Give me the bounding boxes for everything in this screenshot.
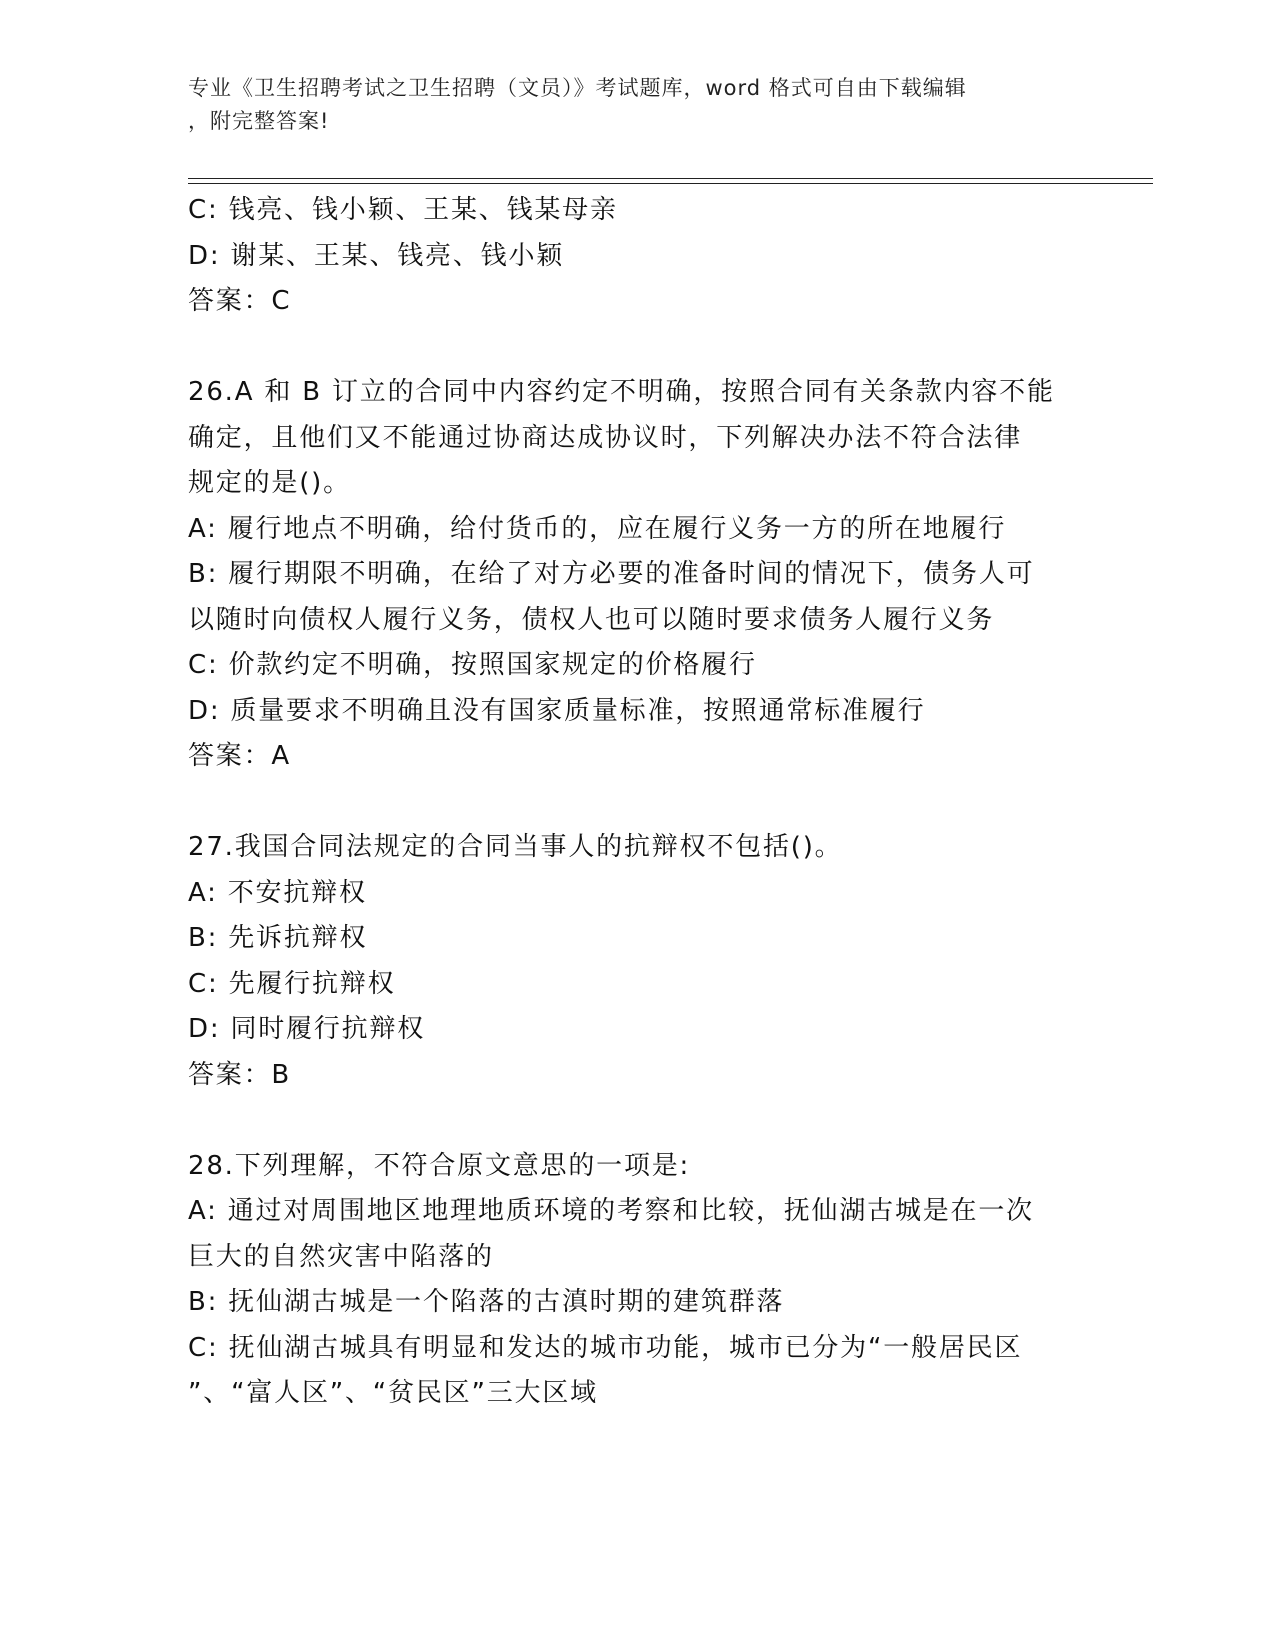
header-title-line1: 专业《卫生招聘考试之卫生招聘（文员）》考试题库，word 格式可自由下载编辑: [188, 76, 967, 100]
header-divider-top: [188, 178, 1153, 179]
document-body: [188, 188, 1088, 1417]
q26-option-d: D: 质量要求不明确且没有国家质量标准，按照通常标准履行: [188, 695, 926, 726]
question-28: [188, 1144, 1088, 1417]
q27-option-c: C: 先履行抗辩权: [188, 968, 396, 999]
question-27: [188, 825, 1088, 1098]
q28-option-b: B: 抚仙湖古城是一个陷落的古滇时期的建筑群落: [188, 1287, 785, 1317]
q26-option-b-line2: 以随时向债权人履行义务，债权人也可以随时要求债务人履行义务: [188, 604, 995, 635]
q26-option-a: A: 履行地点不明确，给付货币的，应在履行义务一方的所在地履行: [188, 513, 1007, 544]
q28-option-c-line1: C: 抚仙湖古城具有明显和发达的城市功能，城市已分为“一般居民区: [188, 1332, 1023, 1363]
q25-option-c: C: 钱亮、钱小颖、王某、钱某母亲: [188, 195, 618, 225]
spacer: [188, 1098, 1088, 1144]
page-header: [188, 72, 1068, 138]
q26-stem-line1: 26.A 和 B 订立的合同中内容约定不明确，按照合同有关条款内容不能: [188, 377, 1055, 407]
q27-option-a: A: 不安抗辩权: [188, 877, 367, 908]
q26-stem-line3: 规定的是()。: [188, 468, 351, 498]
q28-option-c-line2: ”、“富人区”、“贫民区”三大区域: [188, 1378, 598, 1408]
header-title-line2: ，附完整答案!: [188, 109, 330, 133]
q26-option-b-line1: B: 履行期限不明确，在给了对方必要的准备时间的情况下，债务人可: [188, 559, 1035, 589]
spacer: [188, 325, 1088, 371]
q28-option-a-line2: 巨大的自然灾害中陷落的: [188, 1241, 494, 1272]
q26-answer: 答案：A: [188, 741, 291, 771]
spacer: [188, 780, 1088, 826]
q25-option-d: D: 谢某、王某、钱亮、钱小颖: [188, 240, 565, 271]
q28-option-a-line1: A: 通过对周围地区地理地质环境的考察和比较，抚仙湖古城是在一次: [188, 1196, 1034, 1226]
q27-option-b: B: 先诉抗辩权: [188, 923, 368, 953]
q28-stem: 28.下列理解，不符合原文意思的一项是:: [188, 1150, 691, 1181]
q26-option-c: C: 价款约定不明确，按照国家规定的价格履行: [188, 650, 757, 680]
q27-option-d: D: 同时履行抗辩权: [188, 1014, 426, 1044]
q27-answer: 答案：B: [188, 1059, 292, 1090]
header-divider-bottom: [188, 183, 1153, 184]
q25-answer: 答案：C: [188, 286, 292, 316]
question-25-tail: [188, 188, 1088, 325]
question-26: [188, 370, 1088, 780]
q26-stem-line2: 确定，且他们又不能通过协商达成协议时，下列解决办法不符合法律: [188, 422, 1023, 453]
q27-stem: 27.我国合同法规定的合同当事人的抗辩权不包括()。: [188, 832, 843, 862]
